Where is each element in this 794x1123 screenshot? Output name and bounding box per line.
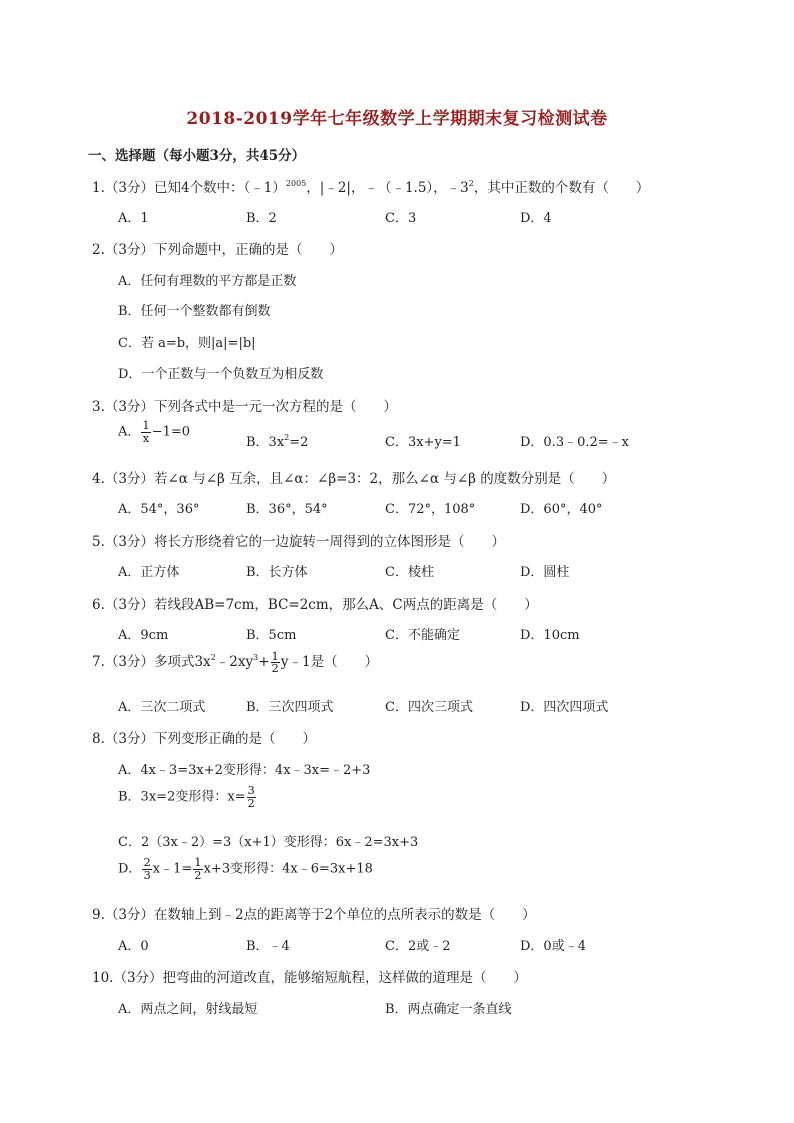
q10-option-a: A．两点之间，射线最短 <box>118 1002 258 1017</box>
question-10-stem: 10.（3分）把弯曲的河道改直，能够缩短航程，这样做的道理是（ ） <box>92 970 528 986</box>
q2-option-b: B．任何一个整数都有倒数 <box>118 304 271 319</box>
q9-option-a: A．0 <box>118 939 149 954</box>
q6-option-a: A．9cm <box>118 628 169 643</box>
q8-option-a: A．4x﹣3=3x+2变形得：4x﹣3x=﹣2+3 <box>118 763 371 778</box>
q9-option-d: D．0或﹣4 <box>520 939 586 954</box>
section-heading: 一、选择题（每小题3分，共45分） <box>88 148 306 164</box>
q2-option-c: C．若 a=b，则|a|=|b| <box>118 336 256 351</box>
q7-option-c: C．四次三项式 <box>385 700 473 715</box>
q5-option-c: C．棱柱 <box>385 565 434 580</box>
q8-option-b: B．3x=2变形得：x= $\frac{3}{2}$ <box>118 783 255 810</box>
fraction: $\frac{1}{x}$ <box>142 418 150 445</box>
page-title: 2018-2019学年七年级数学上学期期末复习检测试卷 <box>186 109 608 129</box>
q1-option-a: A．1 <box>118 211 149 226</box>
q8-option-d: D． $\frac{2}{3}$ x﹣1= $\frac{1}{2}$ x+3变形得：4x﹣6=3x+18 <box>118 855 373 882</box>
question-5-stem: 5.（3分）将长方形绕着它的一边旋转一周得到的立体图形是（ ） <box>92 534 505 550</box>
fraction: $\frac{2}{3}$ <box>143 855 151 882</box>
q7-option-d: D．四次四项式 <box>520 700 609 715</box>
question-6-stem: 6.（3分）若线段AB=7cm，BC=2cm，那么A、C两点的距离是（ ） <box>92 597 538 613</box>
question-3-stem: 3.（3分）下列各式中是一元一次方程的是（ ） <box>92 399 397 415</box>
question-9-stem: 9.（3分）在数轴上到﹣2点的距离等于2个单位的点所表示的数是（ ） <box>92 907 536 923</box>
q1-option-b: B．2 <box>246 211 277 226</box>
question-1-stem: 1.（3分）已知4个数中：（﹣1）$^{2005}$，|﹣2|，﹣（﹣1.5），$﹣3^2$，其中正数的个数有（ ） <box>92 179 650 196</box>
q6-option-c: C．不能确定 <box>385 628 460 643</box>
q7-option-b: B．三次四项式 <box>246 700 334 715</box>
q2-option-a: A．任何有理数的平方都是正数 <box>118 274 297 289</box>
q3-option-d: D．0.3﹣0.2=﹣x <box>520 435 629 450</box>
question-4-stem: 4.（3分）若∠α 与∠β 互余，且∠α：∠β=3：2，那么∠α 与∠β 的度数分别是（ ） <box>92 471 616 487</box>
fraction: $\frac{1}{2}$ <box>271 648 279 675</box>
q5-option-b: B．长方体 <box>246 565 308 580</box>
q4-option-d: D．60°，40° <box>520 502 603 517</box>
q1-option-c: C．3 <box>385 211 417 226</box>
q6-option-b: B．5cm <box>246 628 297 643</box>
question-8-stem: 8.（3分）下列变形正确的是（ ） <box>92 731 316 747</box>
q7-option-a: A．三次二项式 <box>118 700 206 715</box>
q3-option-c: C．3x+y=1 <box>385 435 461 450</box>
q9-option-b: B．﹣4 <box>246 939 290 954</box>
question-2-stem: 2.（3分）下列命题中，正确的是（ ） <box>92 242 343 258</box>
q4-option-b: B．36°，54° <box>246 502 328 517</box>
q6-option-d: D．10cm <box>520 628 580 643</box>
q4-option-c: C．72°，108° <box>385 502 476 517</box>
fraction: $\frac{3}{2}$ <box>247 783 255 810</box>
q5-option-a: A．正方体 <box>118 565 180 580</box>
q4-option-a: A．54°，36° <box>118 502 200 517</box>
q3-option-a: A． $\frac{1}{x}$ −1=0 <box>118 418 191 445</box>
q3-option-b: B．$3x^2=2$ <box>246 433 309 450</box>
q2-option-d: D．一个正数与一个负数互为相反数 <box>118 367 324 382</box>
fraction: $\frac{1}{2}$ <box>194 855 202 882</box>
q8-option-c: C．2（3x﹣2）=3（x+1）变形得：6x﹣2=3x+3 <box>118 835 419 850</box>
q5-option-d: D．圆柱 <box>520 565 570 580</box>
q10-option-b: B．两点确定一条直线 <box>385 1002 512 1017</box>
q1-option-d: D．4 <box>520 211 552 226</box>
question-7-stem: 7.（3分）多项式$3x^2﹣2xy^3+$ $\frac{1}{2}$ y﹣1是（ ） <box>92 648 379 675</box>
q9-option-c: C．2或﹣2 <box>385 939 451 954</box>
